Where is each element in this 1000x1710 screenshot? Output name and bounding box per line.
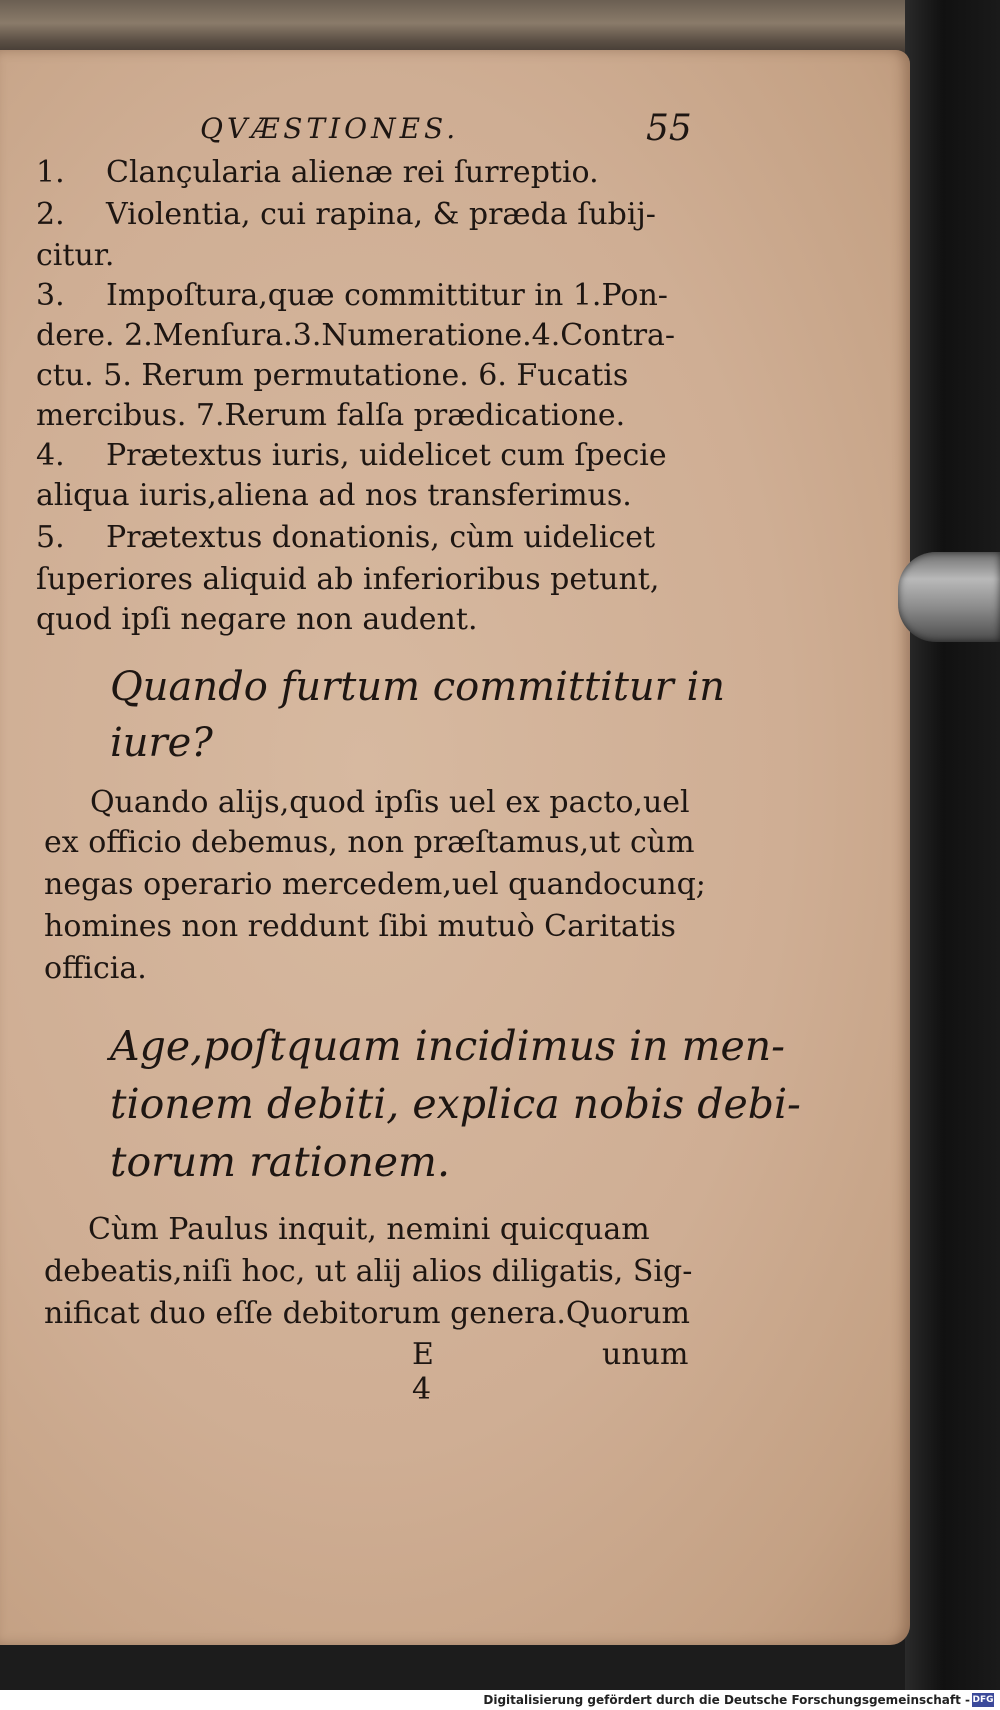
- list-number: 2.: [36, 197, 65, 232]
- list-item-5: [36, 520, 691, 555]
- running-title: [200, 112, 459, 145]
- page-number: 55: [646, 108, 692, 149]
- list-line: Prætextus iuris, uidelicet cum ſpecie: [106, 438, 667, 473]
- answer-paragraph: Cùm Paulus inquit, nemini quicquam: [88, 1212, 650, 1247]
- answer-paragraph-cont: debeatis,niſi hoc, ut alij alios diligatis, Sig-: [44, 1254, 693, 1289]
- metal-clasp: [898, 552, 1000, 642]
- list-item-5-cont: quod ipſi negare non audent.: [36, 602, 478, 637]
- list-line: Clançularia alienæ rei ſurreptio.: [106, 155, 599, 190]
- signature-mark: E 4: [412, 1337, 434, 1407]
- list-number: 3.: [36, 278, 65, 313]
- answer-paragraph: Quando alijs,quod ipſis uel ex pacto,uel: [90, 785, 690, 820]
- answer-paragraph-cont: nificat duo eſſe debitorum genera.Quorum: [44, 1296, 690, 1331]
- answer-paragraph-cont: negas operario mercedem,uel quandocunq;: [44, 867, 706, 902]
- list-item-2: [36, 197, 691, 232]
- list-item-3-cont: ctu. 5. Rerum permutatione. 6. Fucatis: [36, 358, 629, 393]
- list-line: Violentia, cui rapina, & præda ſubij-: [106, 197, 656, 232]
- answer-paragraph-cont: homines non reddunt ſibi mutuò Caritatis: [44, 909, 676, 944]
- list-number: 5.: [36, 520, 65, 555]
- question-heading-cont: iure?: [110, 720, 213, 766]
- running-title-text: QVÆSTIONES.: [200, 112, 460, 145]
- list-item-4-cont: aliqua iuris,aliena ad nos transferimus.: [36, 478, 632, 513]
- footer-credit: Digitalisierung gefördert durch die Deutsche Forschungsgemeinschaft -: [483, 1693, 970, 1707]
- answer-paragraph-cont: ex officio debemus, non præſtamus,ut cùm: [44, 825, 695, 860]
- list-item-5-cont: ſuperiores aliquid ab inferioribus petunt,: [36, 562, 660, 597]
- list-line: Prætextus donationis, cùm uidelicet: [106, 520, 656, 555]
- list-item-3-cont: dere. 2.Menſura.3.Numeratione.4.Contra-: [36, 318, 676, 353]
- book-binding-shadow: [905, 0, 1000, 1690]
- list-item-2-cont: citur.: [36, 238, 115, 273]
- list-number: 4.: [36, 438, 65, 473]
- dfg-logo-icon: DFG: [972, 1695, 994, 1705]
- list-item-3: [36, 278, 691, 313]
- question-heading-cont: torum rationem.: [110, 1138, 450, 1186]
- answer-paragraph-cont: officia.: [44, 951, 147, 986]
- question-heading: Quando furtum committitur in: [110, 664, 726, 710]
- question-heading: Age,poſtquam incidimus in men-: [110, 1022, 785, 1070]
- question-heading-cont: tionem debiti, explica nobis debi-: [110, 1080, 801, 1128]
- list-line: Impoſtura,quæ committitur in 1.Pon-: [106, 278, 668, 313]
- list-item-1: [36, 155, 691, 190]
- catchword: unum: [602, 1337, 689, 1372]
- list-item-4: [36, 438, 691, 473]
- list-item-3-cont: mercibus. 7.Rerum falſa prædicatione.: [36, 398, 626, 433]
- list-number: 1.: [36, 155, 65, 190]
